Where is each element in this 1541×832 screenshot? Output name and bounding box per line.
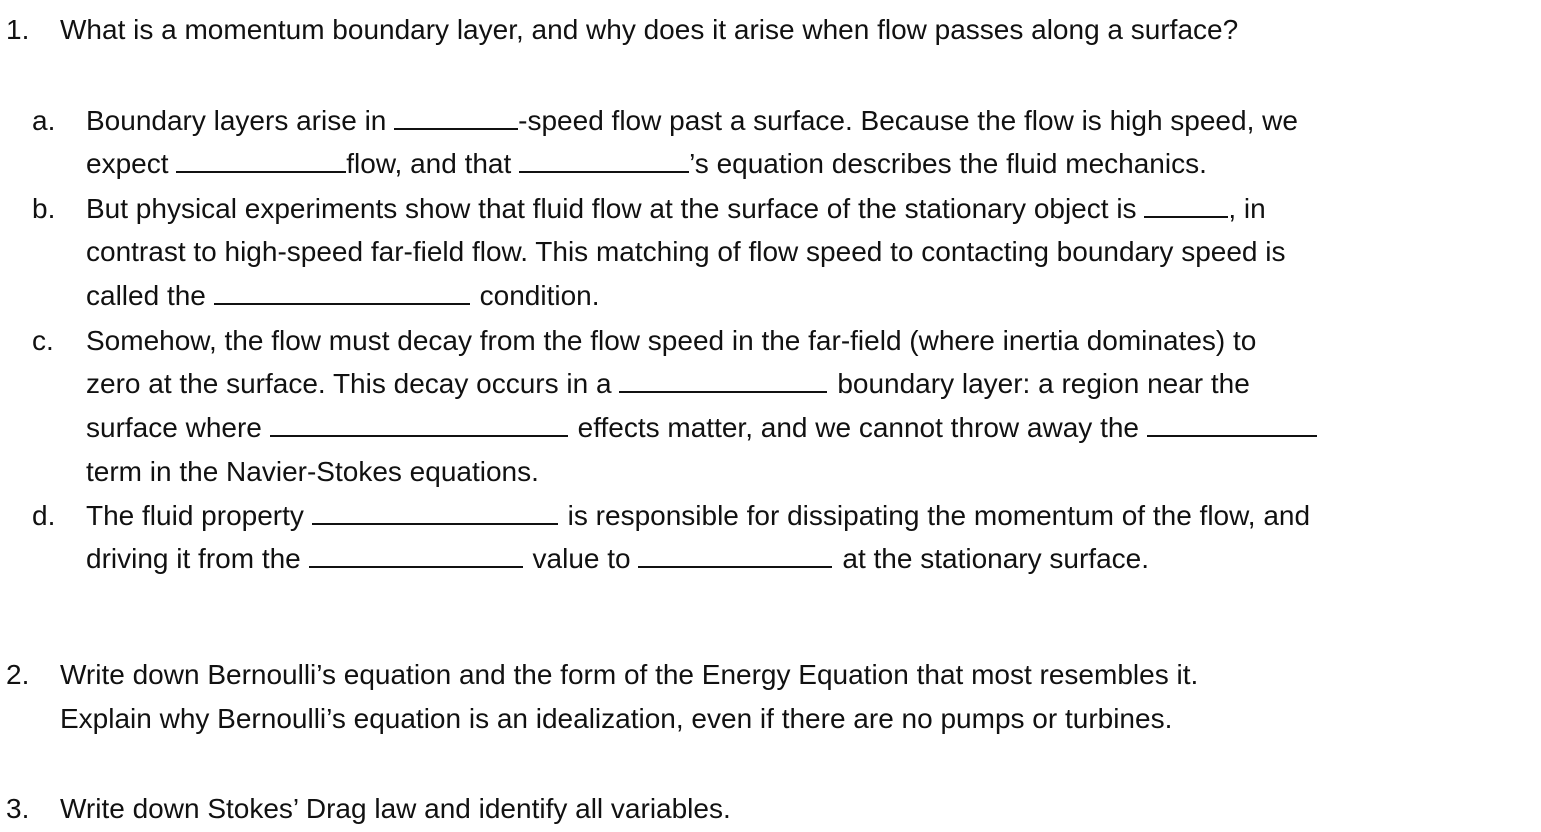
text-segment: called the (86, 280, 214, 311)
text-segment: expect (86, 148, 177, 179)
part-c-line-4 (86, 455, 539, 489)
part-d-line-2 (86, 542, 1149, 576)
part-a-line-1 (86, 104, 1298, 138)
part-c-line-1 (86, 324, 1256, 358)
question-2-line-2: Explain why Bernoulli’s equation is an idealization, even if there are no pumps or turbines. (60, 703, 1173, 734)
text-segment: flow, and that (346, 148, 520, 179)
text-segment: is responsible for dissipating the momentum of the flow, and (567, 500, 1311, 531)
question-2-line-1: Write down Bernoulli’s equation and the form of the Energy Equation that most resembles it. (60, 659, 1199, 690)
part-b-line-2 (86, 235, 1286, 269)
answer-blank[interactable] (312, 499, 558, 525)
part-c-line-2 (86, 367, 1250, 401)
text-segment: zero at the surface. This decay occurs in a (86, 368, 620, 399)
text-segment: term in the Navier-Stokes equations. (86, 456, 539, 487)
text-segment: value to (532, 543, 639, 574)
part-b-line-1 (86, 192, 1266, 226)
answer-blank[interactable] (1144, 192, 1228, 218)
text-segment: driving it from the (86, 543, 309, 574)
text-segment: at the stationary surface. (842, 543, 1149, 574)
answer-blank[interactable] (394, 104, 518, 130)
part-a-letter: a. (32, 105, 56, 136)
text-segment: , in (1228, 193, 1266, 224)
part-c-line-3 (86, 411, 1317, 445)
question-1-number: 1. (6, 14, 30, 45)
answer-blank[interactable] (176, 147, 346, 173)
question-3-number: 3. (6, 793, 30, 824)
part-d-line-1 (86, 499, 1310, 533)
answer-blank[interactable] (519, 147, 689, 173)
part-d-letter: d. (32, 500, 56, 531)
part-b-line-3 (86, 279, 600, 313)
answer-blank[interactable] (270, 411, 568, 437)
text-segment: effects matter, and we cannot throw away the (577, 412, 1147, 443)
text-segment: ’s equation describes the fluid mechanics. (689, 148, 1207, 179)
text-segment: But physical experiments show that fluid flow at the surface of the stationary object is (86, 193, 1145, 224)
text-segment: Somehow, the flow must decay from the flow speed in the far-field (where inertia dominates) to (86, 325, 1257, 356)
text-segment: condition. (479, 280, 600, 311)
text-segment: The fluid property (86, 500, 312, 531)
answer-blank[interactable] (619, 367, 827, 393)
answer-blank[interactable] (309, 542, 523, 568)
question-3-prompt: Write down Stokes’ Drag law and identify all variables. (60, 793, 731, 824)
question-1-prompt: What is a momentum boundary layer, and why does it arise when flow passes along a surface? (60, 14, 1239, 45)
text-segment: -speed flow past a surface. Because the flow is high speed, we (518, 105, 1298, 136)
text-segment: boundary layer: a region near the (837, 368, 1250, 399)
text-segment: contrast to high-speed far-field flow. This matching of flow speed to contacting boundary speed is (86, 236, 1286, 267)
part-b-letter: b. (32, 193, 56, 224)
question-2-number: 2. (6, 659, 30, 690)
text-segment: Boundary layers arise in (86, 105, 395, 136)
text-segment: surface where (86, 412, 270, 443)
part-a-line-2 (86, 147, 1207, 181)
answer-blank[interactable] (1147, 411, 1317, 437)
part-c-letter: c. (32, 325, 54, 356)
answer-blank[interactable] (214, 279, 470, 305)
answer-blank[interactable] (638, 542, 832, 568)
